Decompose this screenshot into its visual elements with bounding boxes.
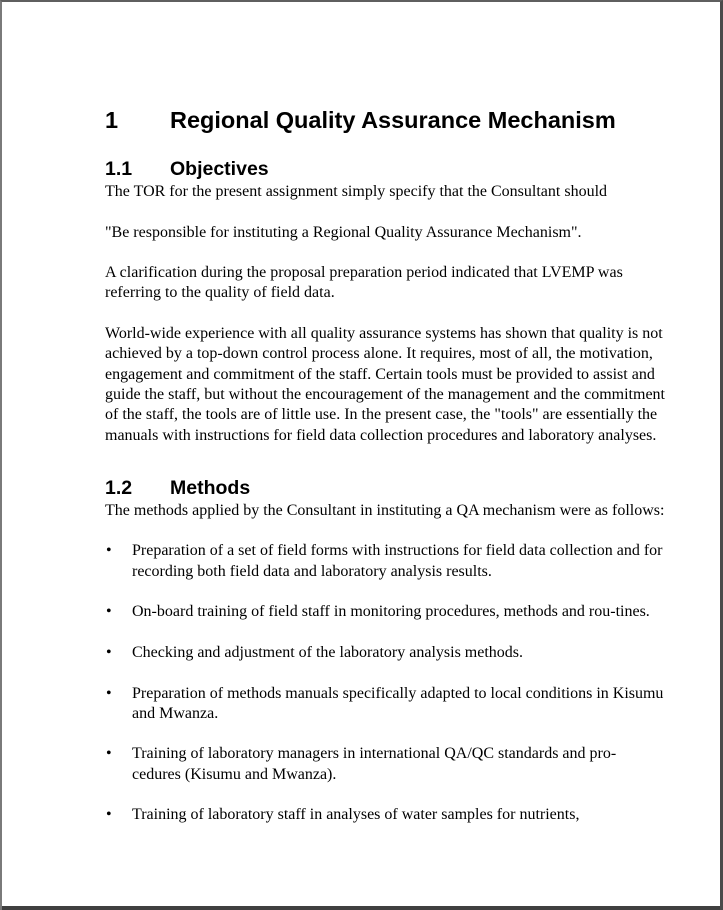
methods-list [105,541,665,825]
subsection-title: Objectives [170,158,269,180]
section-title: Regional Quality Assurance Mechanism [170,107,616,133]
bullet-icon: • [106,643,112,661]
list-item [105,541,665,582]
list-item [105,643,665,663]
subsection-number: 1.2 [105,476,133,499]
bullet-icon: • [106,745,112,763]
list-item-text: Training of laboratory staff in analyses of water samples for nutrients, [132,806,580,824]
list-item-text: Checking and adjustment of the laboratory analysis methods. [132,643,524,661]
subsection-heading-objectives [105,156,665,182]
section-number: 1 [105,107,119,133]
list-item [105,602,665,622]
bullet-icon: • [106,542,112,560]
list-item [105,744,665,785]
paragraph: World-wide experience with all quality assurance systems has shown that quality is not achieved by a top-down control process alone. It requires, most of all, the motivation, engagement and commitment of the staff. Certain tools must be provided to assist and guide the staff, but without the encouragement of the management and the commitment of the staff, the tools are of little use. In the present case, the "tools" are essentially the manuals with instructions for field data collection procedures and laboratory analyses. [105,325,665,444]
bullet-icon: • [106,603,112,621]
paragraph: The TOR for the present assignment simply specify that the Consultant should [105,183,608,200]
subsection-title: Methods [170,476,251,499]
paragraph-quote: "Be responsible for instituting a Regional Quality Assurance Mechanism". [105,223,582,241]
list-item-text: On-board training of field staff in monitoring procedures, methods and rou-tines. [132,603,650,621]
page-bottom-edge [2,906,720,910]
list-item-text: Preparation of methods manuals specifically adapted to local conditions in Kisumu and Mwanza. [132,684,664,722]
subsection-number: 1.1 [105,158,133,180]
section-heading [105,104,665,136]
list-item-text: Training of laboratory managers in international QA/QC standards and pro-cedures (Kisumu and Mwanza). [132,745,617,783]
paragraph: A clarification during the proposal preparation period indicated that LVEMP was referring to the quality of field data. [105,264,623,302]
methods-intro: The methods applied by the Consultant in instituting a QA mechanism were as follows: [105,501,665,519]
bullet-icon: • [106,684,112,702]
bullet-icon: • [106,806,112,824]
list-item-text: Preparation of a set of field forms with instructions for field data collection and for recording both field data and laboratory analysis results. [132,542,663,580]
list-item [105,805,665,825]
page-content [105,104,665,846]
subsection-heading-methods [105,475,665,501]
list-item [105,684,665,725]
